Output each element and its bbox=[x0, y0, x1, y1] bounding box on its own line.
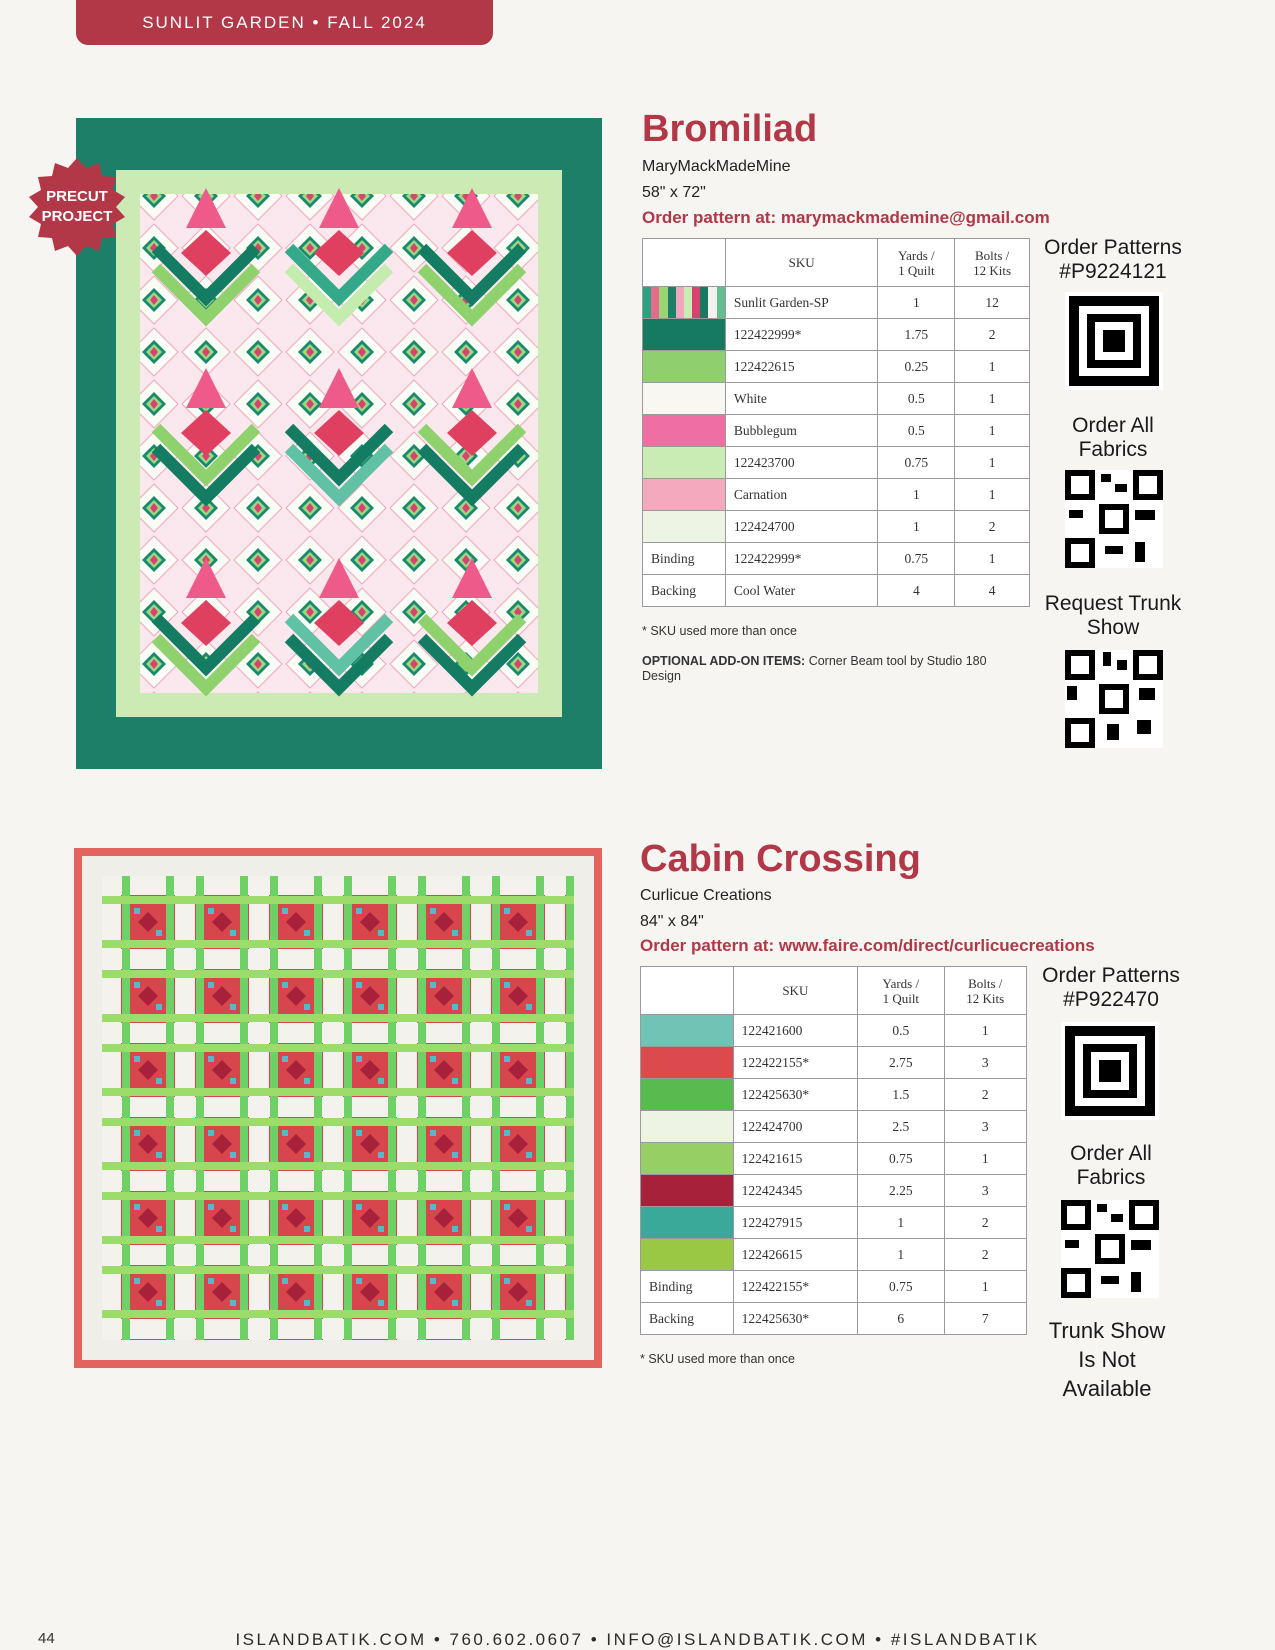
bolts-cell: 3 bbox=[944, 1175, 1026, 1207]
order-all-fabrics-label: Order All Fabrics bbox=[1070, 1142, 1152, 1189]
addon-text: Corner Beam tool by Studio 180 Design bbox=[642, 654, 987, 683]
fabric-swatch bbox=[641, 1015, 734, 1047]
sku-cell: 122425630* bbox=[733, 1079, 858, 1111]
badge-line-2: PROJECT bbox=[41, 208, 113, 225]
bolts-header: Bolts / 12 Kits bbox=[955, 239, 1030, 287]
bolts-header: Bolts / 12 Kits bbox=[944, 967, 1026, 1015]
trunk-show-unavailable: Trunk Show Is Not Available bbox=[1048, 1318, 1166, 1401]
bolts-cell: 1 bbox=[955, 447, 1030, 479]
yards-cell: 1 bbox=[858, 1207, 944, 1239]
project-title: Bromiliad bbox=[642, 108, 818, 150]
table-row bbox=[641, 1207, 1027, 1239]
yards-cell: 0.5 bbox=[878, 383, 955, 415]
sku-cell: 122421600 bbox=[733, 1015, 858, 1047]
fabric-swatch bbox=[641, 1143, 734, 1175]
bromiliad-blocks bbox=[156, 188, 522, 688]
table-row bbox=[643, 575, 1030, 607]
fabric-swatch bbox=[643, 383, 726, 415]
fabric-table bbox=[640, 966, 1027, 1335]
yards-cell: 0.75 bbox=[858, 1143, 944, 1175]
bolts-cell: 2 bbox=[955, 319, 1030, 351]
sku-footnote: * SKU used more than once bbox=[640, 1352, 795, 1366]
bolts-cell: 1 bbox=[944, 1271, 1026, 1303]
bolts-cell: 7 bbox=[944, 1303, 1026, 1335]
section-header: SUNLIT GARDEN • FALL 2024 bbox=[76, 0, 493, 45]
row-label: Backing bbox=[641, 1303, 734, 1335]
request-trunk-show-label: Request Trunk Show bbox=[1044, 592, 1182, 639]
yards-cell: 1 bbox=[878, 287, 955, 319]
sku-cell: 122423700 bbox=[725, 447, 878, 479]
table-row bbox=[643, 511, 1030, 543]
row-label: Binding bbox=[643, 543, 726, 575]
fabric-swatch bbox=[643, 319, 726, 351]
yards-cell: 6 bbox=[858, 1303, 944, 1335]
yards-cell: 1 bbox=[878, 479, 955, 511]
bolts-cell: 2 bbox=[944, 1207, 1026, 1239]
badge-text bbox=[28, 158, 126, 256]
swatch-header bbox=[641, 967, 734, 1015]
yards-header: Yards / 1 Quilt bbox=[858, 967, 944, 1015]
fabric-swatch bbox=[643, 511, 726, 543]
sku-cell: 122425630* bbox=[733, 1303, 858, 1335]
table-row bbox=[641, 1271, 1027, 1303]
sku-cell: 122427915 bbox=[733, 1207, 858, 1239]
optional-addon-items bbox=[642, 654, 1002, 684]
table-row bbox=[641, 1111, 1027, 1143]
order-patterns-label: Order Patterns #P9224121 bbox=[1044, 236, 1182, 283]
sku-cell: 122424700 bbox=[725, 511, 878, 543]
table-row bbox=[643, 415, 1030, 447]
bolts-cell: 1 bbox=[955, 351, 1030, 383]
sku-cell: 122421615 bbox=[733, 1143, 858, 1175]
bolts-cell: 1 bbox=[944, 1015, 1026, 1047]
yards-cell: 1 bbox=[878, 511, 955, 543]
table-row bbox=[643, 287, 1030, 319]
request-trunk-show-qr-code[interactable] bbox=[1065, 650, 1163, 748]
order-all-fabrics-qr-code[interactable] bbox=[1065, 470, 1163, 568]
bolts-cell: 1 bbox=[955, 479, 1030, 511]
fabric-swatch bbox=[641, 1207, 734, 1239]
fabric-swatch bbox=[641, 1239, 734, 1271]
yards-cell: 1.75 bbox=[878, 319, 955, 351]
table-row bbox=[643, 543, 1030, 575]
sku-cell: 122422155* bbox=[733, 1047, 858, 1079]
sku-cell: 122422615 bbox=[725, 351, 878, 383]
bolts-cell: 2 bbox=[944, 1239, 1026, 1271]
fabric-table-body bbox=[641, 1015, 1027, 1335]
sku-header: SKU bbox=[733, 967, 858, 1015]
yards-header: Yards / 1 Quilt bbox=[878, 239, 955, 287]
yards-cell: 4 bbox=[878, 575, 955, 607]
yards-cell: 0.75 bbox=[858, 1271, 944, 1303]
order-all-fabrics-label: Order All Fabrics bbox=[1072, 414, 1154, 461]
table-row bbox=[641, 1047, 1027, 1079]
bolts-cell: 3 bbox=[944, 1047, 1026, 1079]
sku-cell: 122422999* bbox=[725, 543, 878, 575]
sku-cell: Sunlit Garden-SP bbox=[725, 287, 878, 319]
fabric-swatch bbox=[643, 479, 726, 511]
project-title: Cabin Crossing bbox=[640, 838, 921, 880]
sku-cell: 122424700 bbox=[733, 1111, 858, 1143]
table-row bbox=[643, 351, 1030, 383]
table-row bbox=[641, 1175, 1027, 1207]
designer-name: Curlicue Creations bbox=[640, 887, 772, 904]
order-pattern-link[interactable]: Order pattern at: marymackmademine@gmail.com bbox=[642, 208, 1050, 227]
fabric-swatch bbox=[641, 1175, 734, 1207]
sku-cell: Carnation bbox=[725, 479, 878, 511]
yards-cell: 2.25 bbox=[858, 1175, 944, 1207]
sku-cell: 122422155* bbox=[733, 1271, 858, 1303]
bromiliad-quilt-image bbox=[76, 118, 602, 769]
bolts-cell: 12 bbox=[955, 287, 1030, 319]
addon-label: OPTIONAL ADD-ON ITEMS: bbox=[642, 654, 806, 668]
table-row bbox=[643, 447, 1030, 479]
order-all-fabrics-qr-code[interactable] bbox=[1061, 1200, 1159, 1298]
fabric-table-body bbox=[643, 287, 1030, 607]
row-label: Binding bbox=[641, 1271, 734, 1303]
bolts-cell: 4 bbox=[955, 575, 1030, 607]
table-row bbox=[641, 1303, 1027, 1335]
table-row bbox=[643, 479, 1030, 511]
yards-cell: 0.75 bbox=[878, 543, 955, 575]
bolts-cell: 1 bbox=[944, 1143, 1026, 1175]
yards-cell: 1.5 bbox=[858, 1079, 944, 1111]
order-patterns-qr-code[interactable] bbox=[1065, 292, 1163, 390]
fabric-table bbox=[642, 238, 1030, 607]
yards-cell: 0.5 bbox=[858, 1015, 944, 1047]
yards-cell: 0.75 bbox=[878, 447, 955, 479]
table-row bbox=[641, 1015, 1027, 1047]
fabric-swatch bbox=[643, 351, 726, 383]
order-patterns-label: Order Patterns #P922470 bbox=[1042, 964, 1180, 1011]
bolts-cell: 1 bbox=[955, 543, 1030, 575]
bolts-cell: 2 bbox=[955, 511, 1030, 543]
table-row bbox=[643, 383, 1030, 415]
order-pattern-link[interactable]: Order pattern at: www.faire.com/direct/curlicuecreations bbox=[640, 936, 1095, 955]
sku-footnote: * SKU used more than once bbox=[642, 624, 797, 638]
yards-cell: 0.5 bbox=[878, 415, 955, 447]
bolts-cell: 2 bbox=[944, 1079, 1026, 1111]
row-label: Backing bbox=[643, 575, 726, 607]
sku-header: SKU bbox=[725, 239, 878, 287]
sku-cell: White bbox=[725, 383, 878, 415]
sku-cell: Cool Water bbox=[725, 575, 878, 607]
yards-cell: 1 bbox=[858, 1239, 944, 1271]
fabric-swatch bbox=[641, 1111, 734, 1143]
table-row bbox=[641, 1239, 1027, 1271]
cabin-crossing-quilt-image bbox=[74, 848, 602, 1368]
fabric-swatch bbox=[641, 1047, 734, 1079]
badge-line-1: PRECUT bbox=[46, 188, 108, 205]
yards-cell: 2.5 bbox=[858, 1111, 944, 1143]
fabric-swatch bbox=[643, 447, 726, 479]
bolts-cell: 3 bbox=[944, 1111, 1026, 1143]
table-row bbox=[643, 319, 1030, 351]
fabric-swatch bbox=[643, 415, 726, 447]
quilt-size: 84" x 84" bbox=[640, 913, 704, 930]
sku-cell: 122426615 bbox=[733, 1239, 858, 1271]
bolts-cell: 1 bbox=[955, 415, 1030, 447]
bolts-cell: 1 bbox=[955, 383, 1030, 415]
order-patterns-qr-code[interactable] bbox=[1061, 1022, 1159, 1120]
sku-cell: Bubblegum bbox=[725, 415, 878, 447]
fabric-swatch bbox=[643, 287, 726, 319]
table-row bbox=[641, 1079, 1027, 1111]
yards-cell: 2.75 bbox=[858, 1047, 944, 1079]
designer-name: MaryMackMadeMine bbox=[642, 158, 791, 175]
footer-contact: ISLANDBATIK.COM • 760.602.0607 • INFO@ISLANDBATIK.COM • #ISLANDBATIK bbox=[235, 1630, 1040, 1649]
quilt-size: 58" x 72" bbox=[642, 184, 706, 201]
page-number: 44 bbox=[38, 1630, 55, 1647]
swatch-header bbox=[643, 239, 726, 287]
table-row bbox=[641, 1143, 1027, 1175]
fabric-swatch bbox=[641, 1079, 734, 1111]
sku-cell: 122424345 bbox=[733, 1175, 858, 1207]
sku-cell: 122422999* bbox=[725, 319, 878, 351]
yards-cell: 0.25 bbox=[878, 351, 955, 383]
